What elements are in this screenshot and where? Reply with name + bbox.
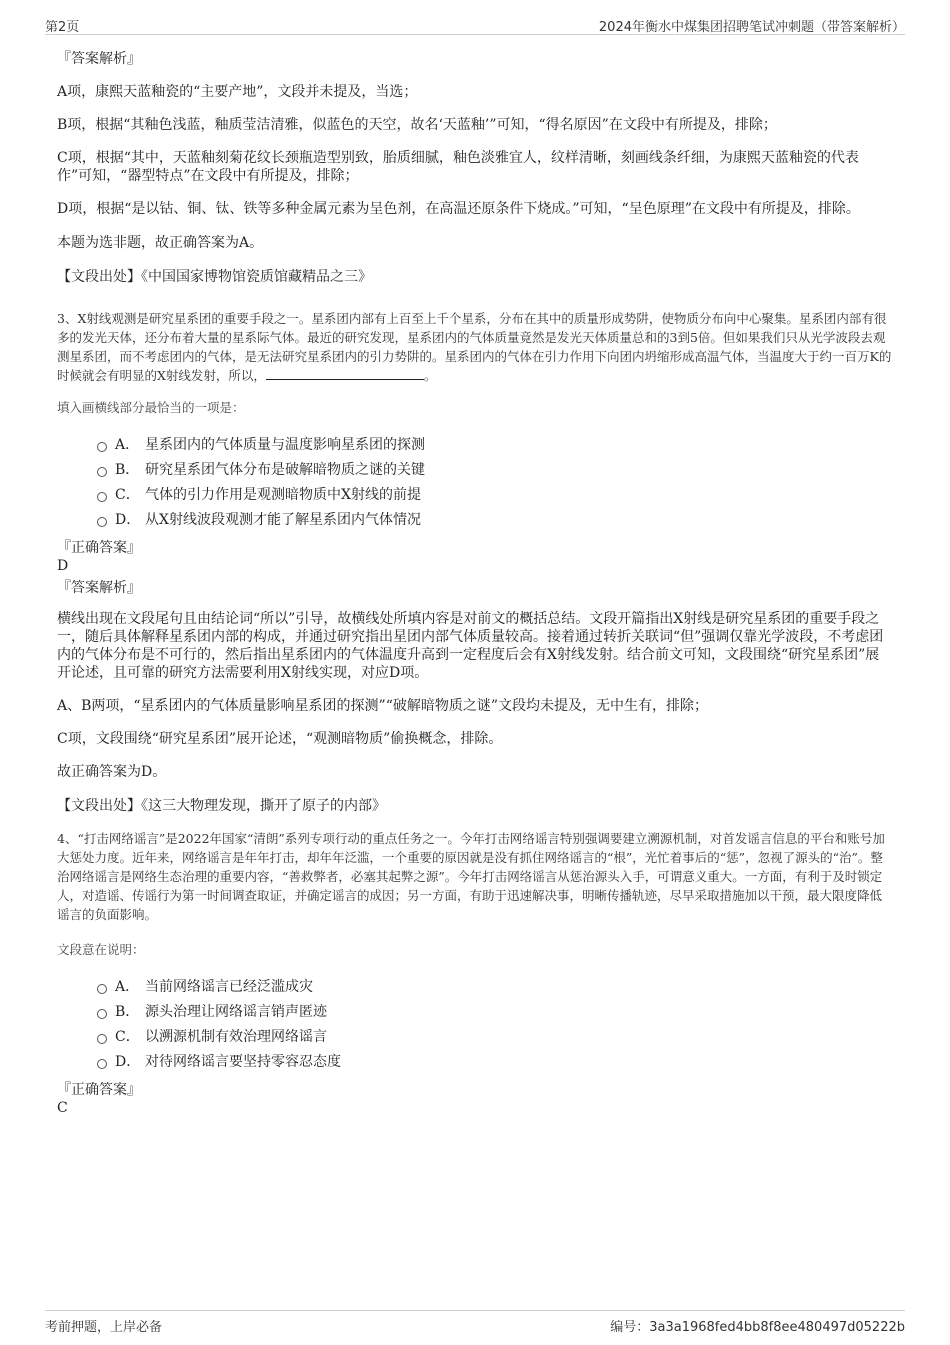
q4-option-c[interactable] [57, 1025, 893, 1050]
q2-conclusion: 本题为选非题，故正确答案为A。 [57, 235, 264, 251]
q4-option-d[interactable] [57, 1050, 893, 1075]
q3-option-d[interactable] [57, 508, 893, 533]
option-text: 气体的引力作用是观测暗物质中X射线的前提 [145, 487, 421, 503]
q3-analysis-main: 横线出现在文段尾句且由结论词“所以”引导，故横线处所填内容是对前文的概括总结。文段开篇指出X射线是研究星系团的重要手段之一，随后具体解释星系团内部的构成，并通过研究指出星团内部气体质量较高。接着通过转折关联词“但”强调仅靠光学波段，不考虑团内的气体分布是不可行的，然后指出星系团内的气体温度升高到一定程度后会有X射线发射。结合前文可知，文段围绕“研究星系团”展开论述，且可靠的研究方法需要利用X射线实现，对应D项。 [57, 611, 884, 681]
q3-answer: D [57, 558, 69, 574]
q2-analysis-a: A项，康熙天蓝釉瓷的“主要产地”，文段并未提及，当选； [57, 84, 418, 100]
document-title: 2024年衡水中煤集团招聘笔试冲刺题（带答案解析） [598, 20, 905, 35]
option-letter: A． [115, 979, 140, 995]
footer-slogan: 考前押题，上岸必备 [45, 1320, 163, 1335]
q4-prompt: 文段意在说明： [57, 942, 145, 957]
q3-stem-text: 3、X射线观测是研究星系团的重要手段之一。星系团内部有上百至上千个星系，分布在其中的质量形成势阱，使物质分布向中心聚集。星系团内部有很多的发光天体，还分布着大量的星系际气体。最近的研究发现，星系团内的气体质量竟然是发光天体质量总和的3到5倍。但如果我们只从光学波段去观测星系团，而不考虑团内的气体，是无法研究星系团内的引力势阱的。星系团内的气体在引力作用下向团内坍缩形成高温气体，当温度大于约一百万K的时候就会有明显的X射线发射，所以， [57, 311, 892, 383]
option-letter: B． [115, 1004, 140, 1020]
document-code: 编号：3a3a1968fed4bb8f8ee480497d05222b [610, 1320, 905, 1335]
option-text: 从X射线波段观测才能了解星系团内气体情况 [145, 512, 421, 528]
q3-stem [57, 309, 893, 385]
q4-answer: C [57, 1100, 68, 1116]
option-text: 星系团内的气体质量与温度影响星系团的探测 [145, 437, 425, 453]
q3-fill-blank [266, 367, 424, 380]
radio-button[interactable] [97, 1009, 107, 1019]
q4-stem: 4、“打击网络谣言”是2022年国家“清朗”系列专项行动的重点任务之一。今年打击网络谣言特别强调要建立溯源机制，对首发谣言信息的平台和账号加大惩处力度。近年来，网络谣言是年年打击，却年年泛滥，一个重要的原因就是没有抓住网络谣言的“根”，光忙着事后的“惩”，忽视了源头的“治”。整治网络谣言是网络生态治理的重要内容，“善救弊者，必塞其起弊之源”。今年打击网络谣言从惩治源头入手，可谓意义重大。一方面，有利于及时锁定人，对造谣、传谣行为第一时间调查取证，并确定谣言的成因；另一方面，有助于迅速解决事，明晰传播轨迹，尽早采取措施加以干预，最大限度降低谣言的负面影响。 [57, 831, 885, 922]
option-letter: C． [115, 487, 140, 503]
q3-analysis-label: 『答案解析』 [57, 580, 141, 596]
q3-option-b[interactable] [57, 458, 893, 483]
option-letter: B． [115, 462, 140, 478]
q2-analysis-label: 『答案解析』 [57, 51, 141, 67]
radio-button[interactable] [97, 467, 107, 477]
q4-options [57, 975, 893, 1075]
q4-option-a[interactable] [57, 975, 893, 1000]
q4-answer-label: 『正确答案』 [57, 1082, 141, 1098]
q2-analysis-d: D项，根据“是以钴、铜、钛、铁等多种金属元素为呈色剂，在高温还原条件下烧成。”可知，“呈色原理”在文段中有所提及，排除。 [57, 201, 860, 217]
q3-analysis-ab: A、B两项，“星系团内的气体质量影响星系团的探测”“破解暗物质之谜”文段均未提及，无中生有，排除； [57, 698, 709, 714]
radio-button[interactable] [97, 984, 107, 994]
q3-options [57, 433, 893, 533]
q2-analysis-c: C项，根据“其中，天蓝釉刻菊花纹长颈瓶造型别致，胎质细腻，釉色淡雅宜人，纹样清晰，刻画线条纤细，为康熙天蓝釉瓷的代表作”可知，“器型特点”在文段中有所提及，排除； [57, 150, 859, 184]
radio-button[interactable] [97, 517, 107, 527]
q3-stem-end: 。 [423, 368, 437, 383]
radio-button[interactable] [97, 1034, 107, 1044]
radio-button[interactable] [97, 442, 107, 452]
q3-option-c[interactable] [57, 483, 893, 508]
option-letter: D． [115, 1054, 141, 1070]
q2-analysis-b: B项，根据“其釉色浅蓝，釉质莹洁清雅，似蓝色的天空，故名‘天蓝釉’”可知，“得名原因”在文段中有所提及，排除； [57, 117, 777, 133]
q3-conclusion: 故正确答案为D。 [57, 764, 167, 780]
radio-button[interactable] [97, 492, 107, 502]
page-content [57, 46, 893, 1117]
page-number: 第2页 [45, 20, 80, 35]
option-letter: A． [115, 437, 140, 453]
radio-button[interactable] [97, 1059, 107, 1069]
q3-analysis-c: C项，文段围绕“研究星系团”展开论述，“观测暗物质”偷换概念，排除。 [57, 731, 503, 747]
q3-option-a[interactable] [57, 433, 893, 458]
option-text: 以溯源机制有效治理网络谣言 [145, 1029, 327, 1045]
option-letter: D． [115, 512, 141, 528]
option-letter: C． [115, 1029, 140, 1045]
q2-source: 【文段出处】《中国国家博物馆瓷质馆藏精品之三》 [57, 269, 372, 285]
q4-option-b[interactable] [57, 1000, 893, 1025]
option-text: 对待网络谣言要坚持零容忍态度 [145, 1054, 341, 1070]
page-footer [45, 1310, 905, 1335]
option-text: 源头治理让网络谣言销声匿迹 [145, 1004, 327, 1020]
option-text: 研究星系团气体分布是破解暗物质之谜的关键 [145, 462, 425, 478]
q3-answer-label: 『正确答案』 [57, 540, 141, 556]
option-text: 当前网络谣言已经泛滥成灾 [145, 979, 313, 995]
q3-source: 【文段出处】《这三大物理发现，撕开了原子的内部》 [57, 798, 386, 814]
page-header [45, 12, 905, 35]
q3-prompt: 填入画横线部分最恰当的一项是： [57, 400, 245, 415]
